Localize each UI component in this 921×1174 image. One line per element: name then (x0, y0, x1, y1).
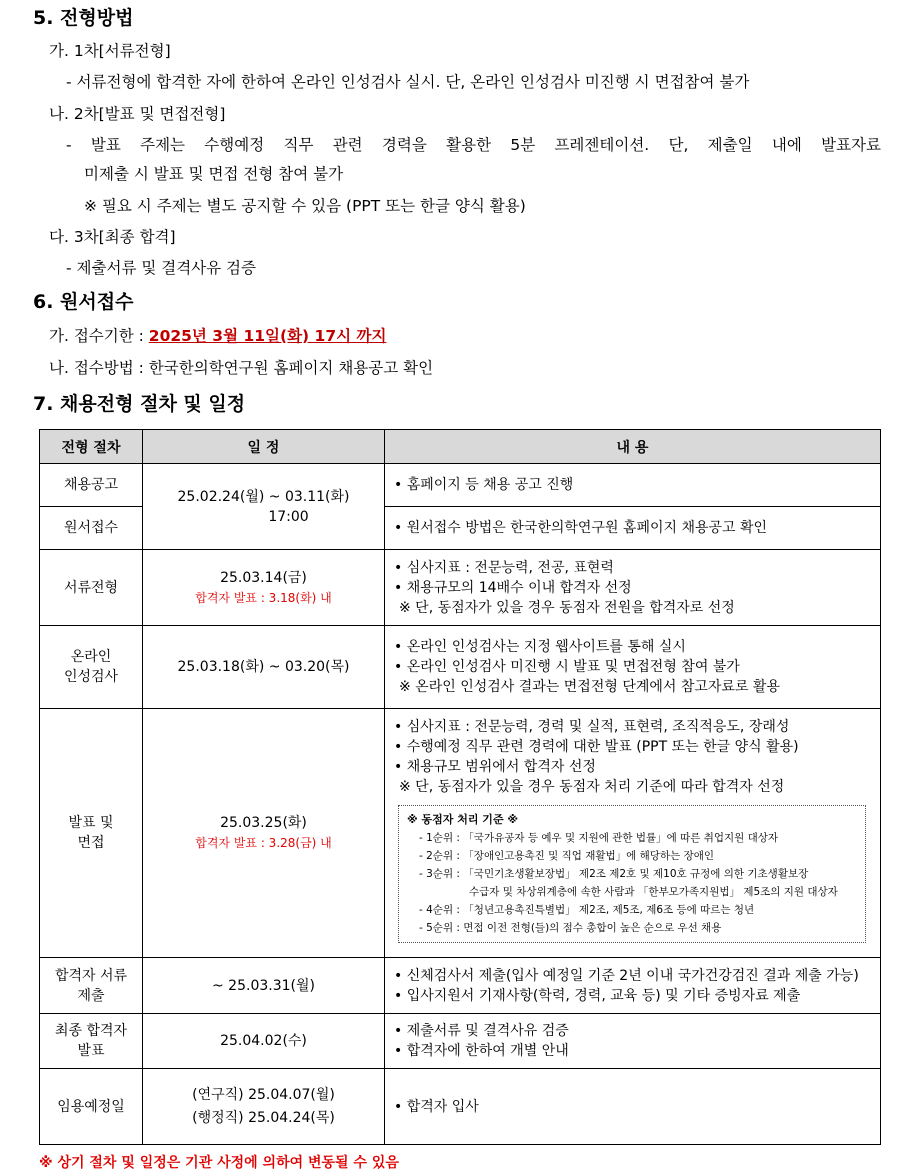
date-text: 25.02.24(월) ~ 03.11(화) (177, 488, 350, 505)
deadline-label: 가. 접수기한 : (49, 327, 149, 345)
content-cell (385, 1069, 881, 1145)
step-cell: 서류전형 (40, 550, 143, 626)
content-cell (385, 1014, 881, 1069)
content-cell (385, 464, 881, 507)
section-5-title: 5. 전형방법 (33, 7, 134, 29)
priority-item-cont: 수급자 및 차상위계층에 속한 사람과 「한부모가족지원법」 제5조의 지원 대상자 (469, 886, 838, 898)
result-date-note: 합격자 발표 : 3.28(금) 내 (195, 836, 332, 850)
step-cell: 채용공고 (40, 464, 143, 507)
s5-item-a: 가. 1차[서류전형] (49, 42, 171, 60)
tie-break-criteria-box (398, 805, 866, 943)
content-line: • 홈페이지 등 채용 공고 진행 (394, 477, 574, 493)
header-date: 일 정 (143, 430, 385, 464)
date-cell: ~ 25.03.31(월) (143, 958, 385, 1014)
priority-item: - 2순위 : 「장애인고용촉진 및 직업 재활법」에 해당하는 장애인 (419, 850, 714, 862)
schedule-table (39, 429, 881, 1145)
content-line: • 원서접수 방법은 한국한의학연구원 홈페이지 채용공고 확인 (394, 520, 768, 536)
date-cell: 25.04.02(수) (143, 1014, 385, 1069)
content-line: • 합격자 입사 (394, 1098, 479, 1115)
deadline-value: 2025년 3월 11일(화) 17시 까지 (148, 327, 387, 345)
section-7-title: 7. 채용전형 절차 및 일정 (33, 393, 246, 415)
table-row (40, 709, 881, 958)
step-cell: 원서접수 (40, 507, 143, 550)
content-line: • 합격자에 한하여 개별 안내 (394, 1043, 569, 1059)
priority-item: - 3순위 : 「국민기초생활보장법」 제2조 제2호 및 제10호 규정에 의한 기초생활보장 (419, 868, 809, 880)
date-text: (행정직) 25.04.24(목) (192, 1109, 335, 1126)
step-line: 인성검사 (63, 669, 119, 685)
table-row (40, 958, 881, 1014)
step-line: 발표 및 (68, 815, 114, 831)
s5-item-b1-cont: 미제출 시 발표 및 면접 전형 참여 불가 (84, 165, 344, 183)
priority-item: - 5순위 : 면접 이전 전형(들)의 점수 총합이 높은 순으로 우선 채용 (419, 922, 722, 934)
content-line: • 온라인 인성검사는 지정 웹사이트를 통해 실시 (394, 639, 686, 655)
date-time: 17:00 (268, 508, 309, 525)
table-row (40, 626, 881, 709)
step-line: 온라인 (70, 649, 112, 665)
step-cell: 임용예정일 (40, 1069, 143, 1145)
content-line: • 제출서류 및 결격사유 검증 (394, 1023, 569, 1039)
step-line: 면접 (77, 835, 105, 851)
content-line: • 입사지원서 기재사항(학력, 경력, 교육 등) 및 기타 증빙자료 제출 (394, 987, 801, 1004)
step-line: 최종 합격자 (54, 1023, 128, 1039)
date-cell: 25.03.18(화) ~ 03.20(목) (143, 626, 385, 709)
content-line: • 채용규모의 14배수 이내 합격자 선정 (394, 579, 632, 596)
header-content: 내 용 (385, 430, 881, 464)
s5-item-a1: - 서류전형에 합격한 자에 한하여 온라인 인성검사 실시. 단, 온라인 인성검사 미진행 시 면접참여 불가 (66, 73, 750, 91)
content-line: • 심사지표 : 전문능력, 전공, 표현력 (394, 559, 614, 576)
content-note: ※ 온라인 인성검사 결과는 면접전형 단계에서 참고자료로 활용 (399, 679, 780, 695)
section-6-title: 6. 원서접수 (33, 291, 134, 313)
date-cell (143, 709, 385, 958)
content-note: ※ 단, 동점자가 있을 경우 동점자 처리 기준에 따라 합격자 선정 (399, 779, 785, 795)
table-row (40, 464, 881, 507)
s5-item-b1: - 발표 주제는 수행예정 직무 관련 경력을 활용한 5분 프레젠테이션. 단, 제출일 내에 발표자료 (66, 136, 881, 154)
content-cell (385, 507, 881, 550)
table-header-row (40, 430, 881, 464)
content-line: • 온라인 인성검사 미진행 시 발표 및 면접전형 참여 불가 (394, 659, 740, 675)
date-cell (143, 464, 385, 550)
s5-item-b2: ※ 필요 시 주제는 별도 공지할 수 있음 (PPT 또는 한글 양식 활용) (84, 197, 526, 215)
date-text: 25.03.14(금) (220, 569, 307, 586)
header-step: 전형 절차 (40, 430, 143, 464)
content-cell (385, 709, 881, 958)
content-cell (385, 550, 881, 626)
date-cell (143, 1069, 385, 1145)
result-date-note: 합격자 발표 : 3.18(화) 내 (195, 590, 332, 605)
tie-break-title: ※ 동점자 처리 기준 ※ (407, 813, 519, 826)
s6-item-b: 나. 접수방법 : 한국한의학연구원 홈페이지 채용공고 확인 (49, 359, 434, 377)
s5-item-c: 다. 3차[최종 합격] (49, 228, 176, 246)
priority-item: - 1순위 : 「국가유공자 등 예우 및 지원에 관한 법률」에 따른 취업지원 대상자 (419, 832, 779, 844)
content-line: • 신체검사서 제출(입사 예정일 기준 2년 이내 국가건강검진 결과 제출 가능) (394, 967, 859, 984)
s6-item-a (49, 326, 386, 346)
date-cell (143, 550, 385, 626)
step-cell (40, 958, 143, 1014)
content-cell (385, 626, 881, 709)
step-line: 제출 (77, 987, 105, 1004)
content-line: • 심사지표 : 전문능력, 경력 및 실적, 표현력, 조직적응도, 장래성 (394, 719, 790, 735)
content-note: ※ 단, 동점자가 있을 경우 동점자 전원을 합격자로 선정 (399, 599, 735, 616)
table-row (40, 1069, 881, 1145)
s5-item-b: 나. 2차[발표 및 면접전형] (49, 105, 226, 123)
content-line: • 수행예정 직무 관련 경력에 대한 발표 (PPT 또는 한글 양식 활용) (394, 739, 799, 755)
step-cell (40, 709, 143, 958)
date-text: (연구직) 25.04.07(월) (192, 1086, 335, 1103)
schedule-footnote: ※ 상기 절차 및 일정은 기관 사정에 의하여 변동될 수 있음 (39, 1155, 399, 1171)
step-cell (40, 626, 143, 709)
s5-item-c1: - 제출서류 및 결격사유 검증 (66, 259, 257, 277)
table-row (40, 550, 881, 626)
content-cell (385, 958, 881, 1014)
step-line: 발표 (77, 1043, 105, 1059)
content-line: • 채용규모 범위에서 합격자 선정 (394, 759, 596, 775)
step-cell (40, 1014, 143, 1069)
table-row (40, 1014, 881, 1069)
priority-item: - 4순위 : 「청년고용촉진특별법」 제2조, 제5조, 제6조 등에 따르는 청년 (419, 904, 755, 916)
date-text: 25.03.25(화) (220, 815, 307, 831)
step-line: 합격자 서류 (54, 967, 128, 984)
